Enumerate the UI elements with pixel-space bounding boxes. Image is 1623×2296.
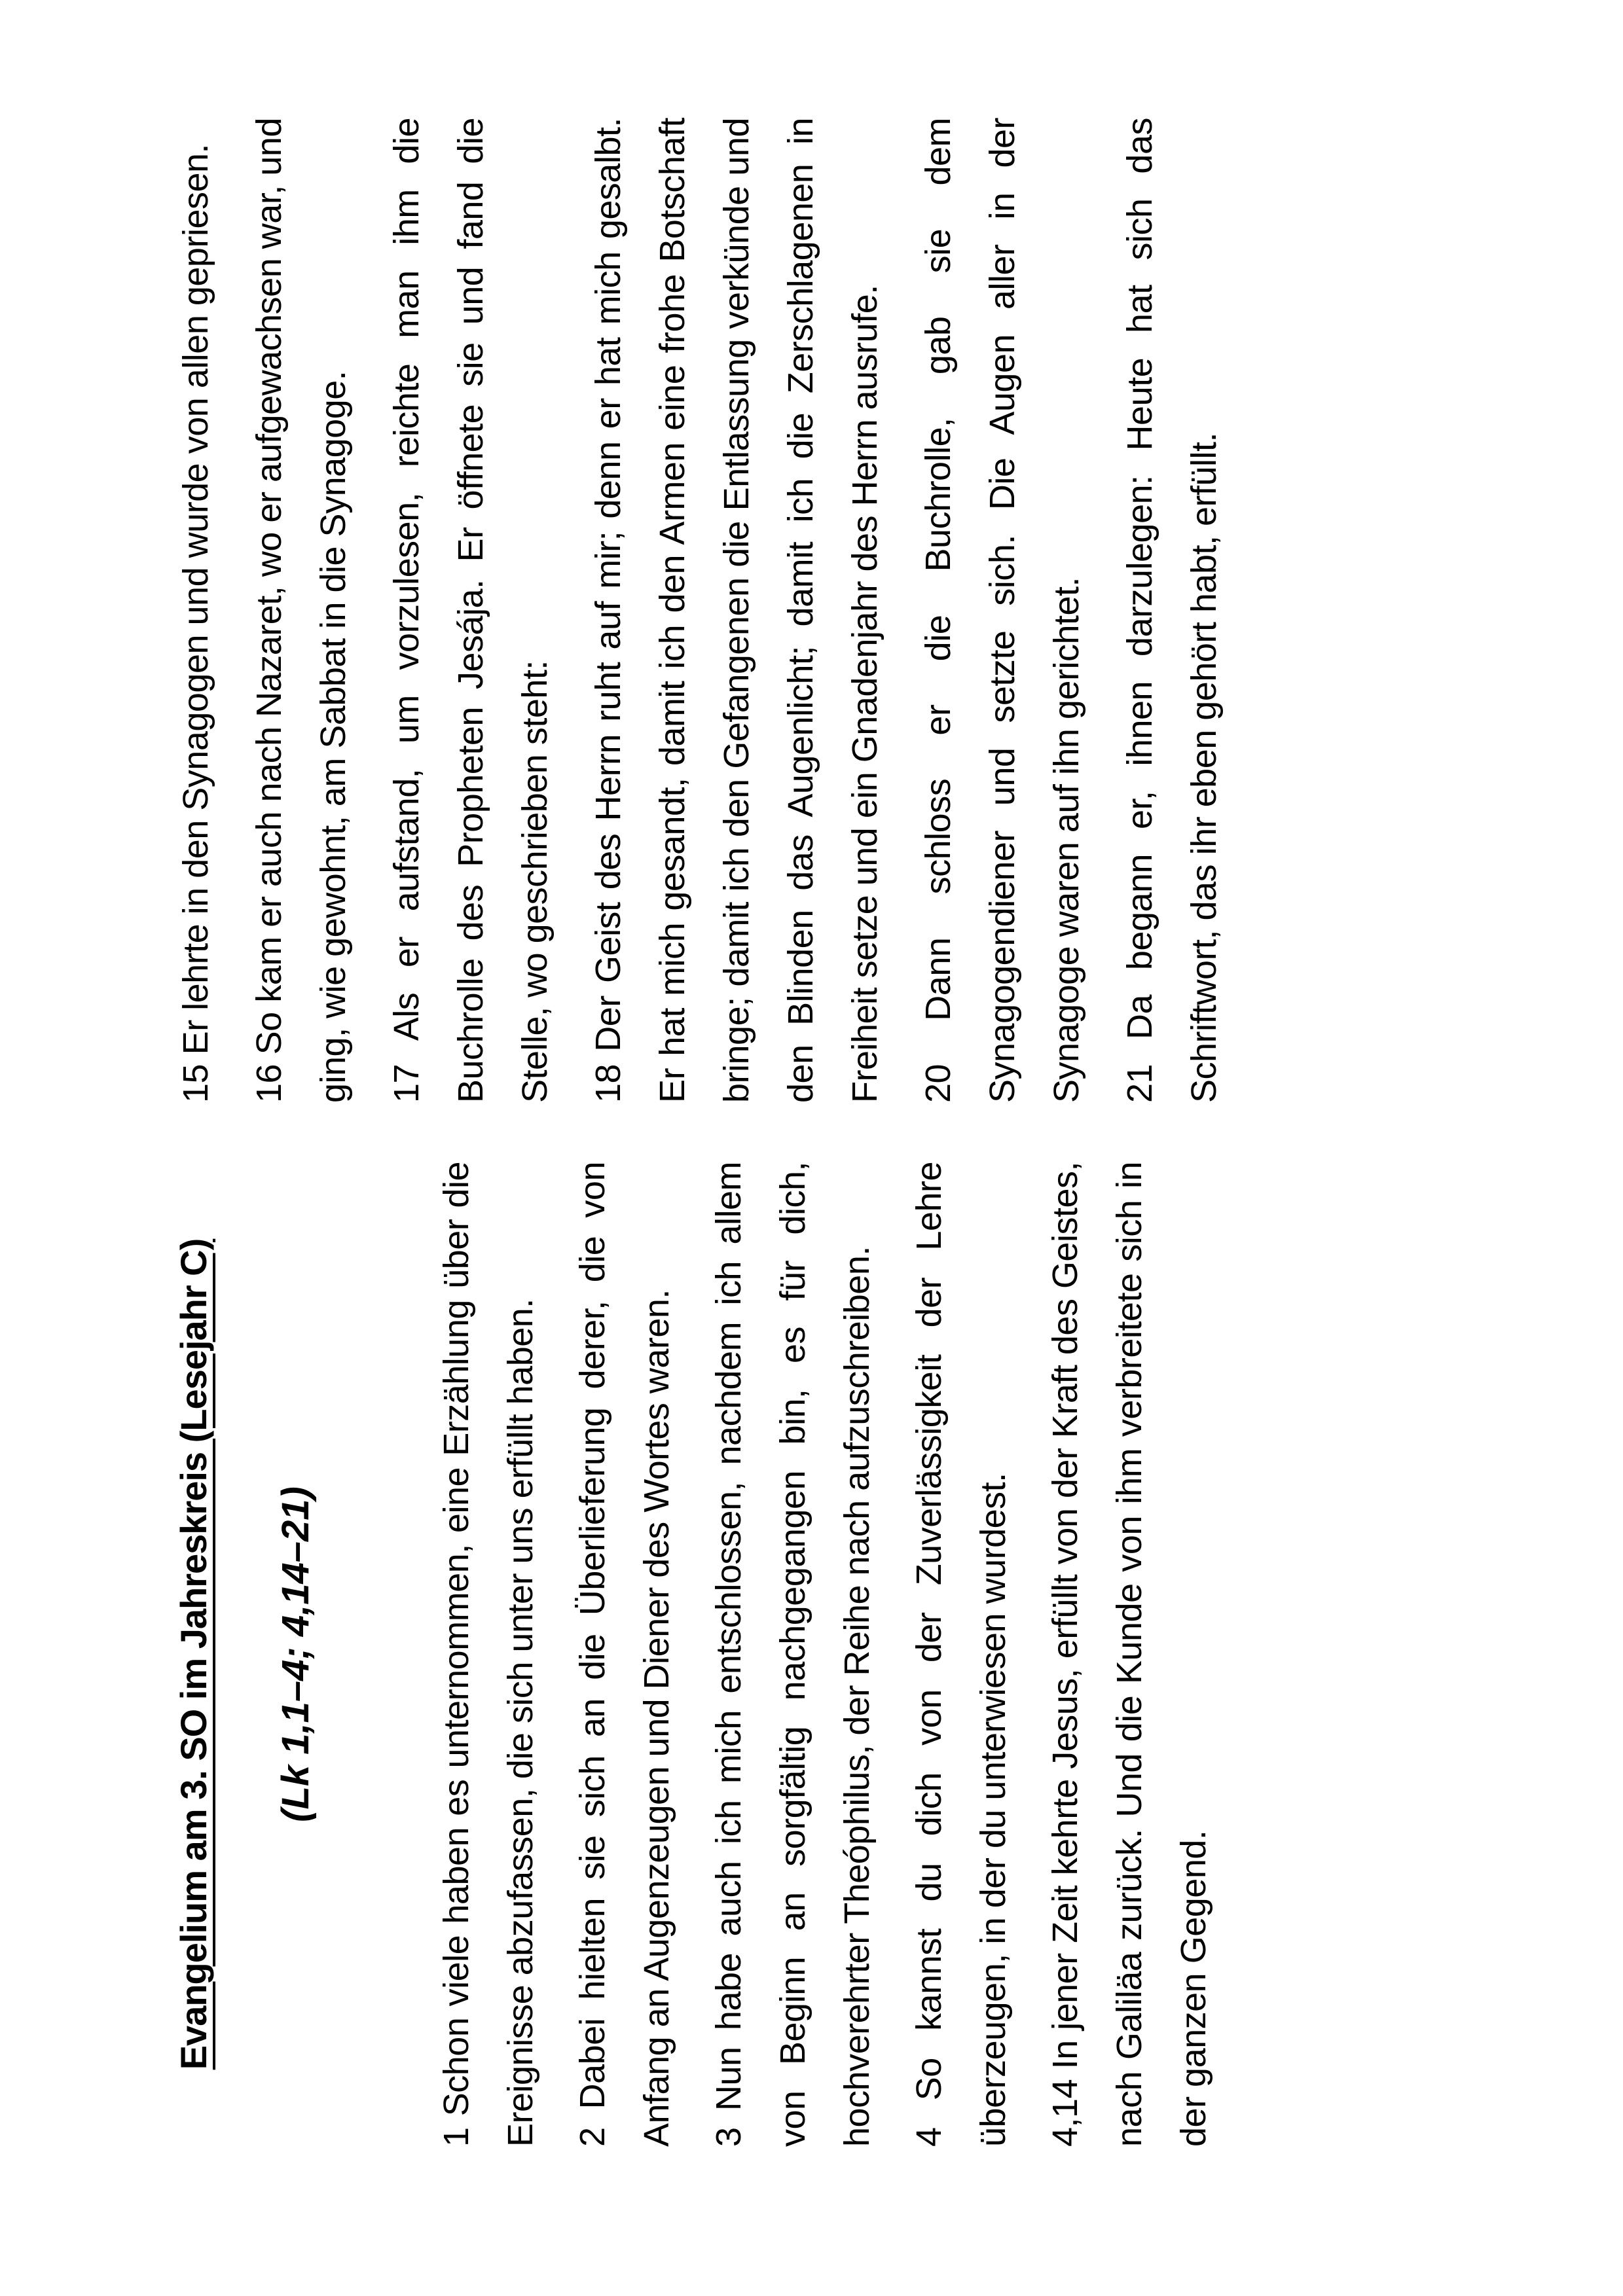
verse-paragraph: 3 Nun habe auch ich mich entschlossen, nachdem ich allem von Beginn an sorgfältig nachgegangen bin, es für dich, hochverehrter Theóphilus, der Reihe nach aufzuschreiben. xyxy=(709,1162,877,2147)
verse-paragraph: 17 Als er aufstand, um vorzulesen, reichte man ihm die Buchrolle des Propheten Jesája. Er öffnete sie und fand die Stelle, wo geschrieben steht: xyxy=(387,118,555,1103)
scripture-reference: (Lk 1,1–4; 4,14–21) xyxy=(274,1486,317,1822)
verse-paragraph: 2 Dabei hielten sie sich an die Überlieferung derer, die von Anfang an Augenzeugen und Diener des Wortes waren. xyxy=(573,1162,676,2147)
verse-paragraph: 4 So kannst du dich von der Zuverlässigkeit der Lehre überzeugen, in der du unterwiesen wurdest. xyxy=(909,1162,1013,2147)
verse-paragraph: 4,14 In jener Zeit kehrte Jesus, erfüllt von der Kraft des Geistes, nach Galiläa zurück. Und die Kunde von ihm verbreitete sich in der ganzen Gegend. xyxy=(1046,1162,1213,2147)
page-title: Evangelium am 3. SO im Jahreskreis (Lesejahr C) xyxy=(173,1238,214,2070)
verse-paragraph: 18 Der Geist des Herrn ruht auf mir; denn er hat mich gesalbt. Er hat mich gesandt, damit ich den Armen eine frohe Botschaft bringe; damit ich den Gefangenen die Entlassung verkünde und den Blinden das Augenlicht; damit ich die Zerschlagenen in Freiheit setze und ein Gnadenjahr des Herrn ausrufe. xyxy=(589,118,884,1103)
right-column xyxy=(164,118,1460,1103)
verse-paragraph: 20 Dann schloss er die Buchrolle, gab sie dem Synagogendiener und setzte sich. Die Augen aller in der Synagoge waren auf ihn gerichtet. xyxy=(919,118,1086,1103)
document-page xyxy=(164,118,1460,2147)
left-column xyxy=(164,1162,1460,2147)
verse-paragraph: 16 So kam er auch nach Nazaret, wo er aufgewachsen war, und ging, wie gewohnt, am Sabbat in die Synagoge. xyxy=(249,118,353,1103)
verse-paragraph: 15 Er lehrte in den Synagogen und wurde von allen gepriesen. xyxy=(176,143,215,1103)
verse-paragraph: 1 Schon viele haben es unternommen, eine Erzählung über die Ereignisse abzufassen, die sich unter uns erfüllt haben. xyxy=(437,1162,540,2147)
verse-paragraph: 21 Da begann er, ihnen darzulegen: Heute hat sich das Schriftwort, das ihr eben gehört habt, erfüllt. xyxy=(1120,118,1224,1103)
